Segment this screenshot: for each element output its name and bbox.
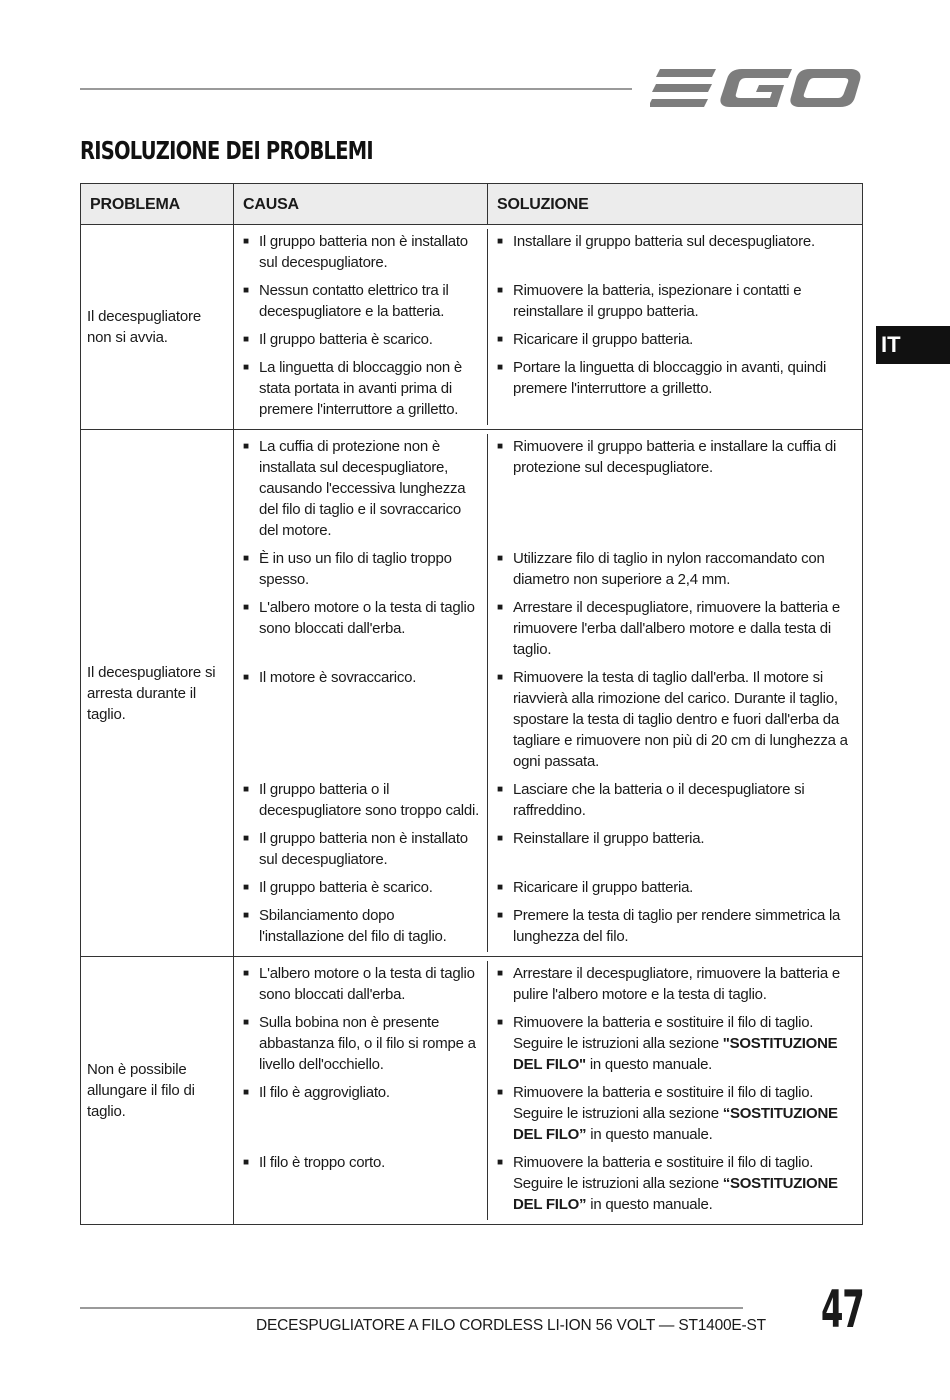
table-row [234, 229, 862, 278]
problem-group [81, 225, 862, 430]
cause-text: Il gruppo batteria è scarico. [259, 879, 433, 896]
problem-cell: Il decespugliatore si arresta durante il taglio. [81, 430, 234, 956]
cause-text: Il filo è troppo corto. [259, 1154, 385, 1171]
header-rule [80, 88, 632, 90]
table-row [234, 1010, 862, 1080]
cause-text: L'albero motore o la testa di taglio sono bloccati dall'erba. [259, 599, 475, 637]
footer-text: DECESPUGLIATORE A FILO CORDLESS LI-ION 56 VOLT — ST1400E-ST [256, 1317, 766, 1334]
solution-text: Portare la linguetta di bloccaggio in avanti, quindi premere l'interruttore a grilletto. [513, 359, 827, 397]
problem-group [81, 430, 862, 957]
solution-text: Arrestare il decespugliatore, rimuovere la batteria e pulire l'albero motore e la testa di taglio. [513, 965, 840, 1003]
table-row [234, 903, 862, 952]
table-row [234, 875, 862, 903]
solution-text: Arrestare il decespugliatore, rimuovere la batteria e rimuovere l'erba dall'albero motore e dalla testa di taglio. [513, 599, 840, 658]
solution-text: Rimuovere la batteria, ispezionare i contatti e reinstallare il gruppo batteria. [513, 282, 802, 320]
cause-text: Il gruppo batteria non è installato sul decespugliatore. [259, 233, 468, 271]
problem-cell: Il decespugliatore non si avvia. [81, 225, 234, 429]
bullet-icon: ■ [497, 672, 503, 683]
table-row [234, 595, 862, 665]
solution-text: Rimuovere la testa di taglio dall'erba. Il motore si riavvierà alla rimozione del carico. Durante il taglio, spostare la testa di taglio dentro e fuori dall'erba da tagliare e rimuovere non più di 20 cm di lunghezza a ogni passata. [513, 669, 848, 770]
problem-cell: Non è possibile allungare il filo di taglio. [81, 957, 234, 1224]
bullet-icon: ■ [243, 441, 249, 452]
ego-logo [650, 64, 862, 112]
bullet-icon: ■ [243, 910, 249, 921]
table-row [234, 961, 862, 1010]
bullet-icon: ■ [497, 910, 503, 921]
bullet-icon: ■ [243, 833, 249, 844]
header-cause: CAUSA [234, 184, 488, 224]
cause-text: La cuffia di protezione non è installata sul decespugliatore, causando l'eccessiva lunghezza del filo di taglio e il sovraccarico del motore. [259, 438, 466, 539]
table-row [234, 826, 862, 875]
solution-text: Rimuovere il gruppo batteria e installare la cuffia di protezione sul decespugliatore. [513, 438, 837, 476]
bullet-icon: ■ [243, 362, 249, 373]
solution-text: Rimuovere la batteria e sostituire il filo di taglio. Seguire le istruzioni alla sezione "SOSTITUZIONE DEL FILO" in questo manuale. [513, 1014, 838, 1073]
bullet-icon: ■ [243, 236, 249, 247]
bullet-icon: ■ [497, 441, 503, 452]
cause-text: Sulla bobina non è presente abbastanza filo, o il filo si rompe a livello dell'occhiello. [259, 1014, 476, 1073]
solution-text: Reinstallare il gruppo batteria. [513, 830, 705, 847]
bullet-icon: ■ [243, 1157, 249, 1168]
table-row [234, 546, 862, 595]
table-row [234, 665, 862, 777]
bullet-icon: ■ [497, 334, 503, 345]
table-row [234, 355, 862, 425]
bullet-icon: ■ [497, 362, 503, 373]
cause-text: L'albero motore o la testa di taglio sono bloccati dall'erba. [259, 965, 475, 1003]
cause-text: Nessun contatto elettrico tra il decespugliatore e la batteria. [259, 282, 449, 320]
table-row [234, 777, 862, 826]
cause-text: È in uso un filo di taglio troppo spesso. [259, 550, 452, 588]
cause-text: Il gruppo batteria è scarico. [259, 331, 433, 348]
bullet-icon: ■ [243, 1017, 249, 1028]
table-header-row [81, 184, 862, 225]
solution-text: Ricaricare il gruppo batteria. [513, 879, 694, 896]
cause-text: La linguetta di bloccaggio non è stata portata in avanti prima di premere l'interruttore a grilletto. [259, 359, 462, 418]
page-number: 47 [821, 1280, 864, 1340]
bullet-icon: ■ [243, 334, 249, 345]
solution-text: Rimuovere la batteria e sostituire il filo di taglio. Seguire le istruzioni alla sezione “SOSTITUZIONE DEL FILO” in questo manuale. [513, 1154, 838, 1213]
table-row [234, 1150, 862, 1220]
bullet-icon: ■ [497, 1157, 503, 1168]
bullet-icon: ■ [243, 285, 249, 296]
bullet-icon: ■ [497, 968, 503, 979]
bullet-icon: ■ [243, 602, 249, 613]
bullet-icon: ■ [243, 882, 249, 893]
solution-text: Premere la testa di taglio per rendere simmetrica la lunghezza del filo. [513, 907, 841, 945]
solution-text: Ricaricare il gruppo batteria. [513, 331, 694, 348]
problem-group [81, 957, 862, 1224]
bullet-icon: ■ [243, 784, 249, 795]
bullet-icon: ■ [497, 602, 503, 613]
solution-text: Utilizzare filo di taglio in nylon raccomandato con diametro non superiore a 2,4 mm. [513, 550, 825, 588]
cause-text: Il gruppo batteria non è installato sul decespugliatore. [259, 830, 468, 868]
bullet-icon: ■ [497, 553, 503, 564]
cause-text: Il gruppo batteria o il decespugliatore sono troppo caldi. [259, 781, 479, 819]
language-tab: IT [876, 326, 950, 364]
header-problem: PROBLEMA [81, 184, 234, 224]
troubleshooting-table [80, 183, 863, 1225]
bullet-icon: ■ [497, 1087, 503, 1098]
solution-text: Installare il gruppo batteria sul decespugliatore. [513, 233, 815, 250]
solution-text: Lasciare che la batteria o il decespugliatore si raffreddino. [513, 781, 805, 819]
page-title: RISOLUZIONE DEI PROBLEMI [80, 136, 373, 165]
bullet-icon: ■ [497, 236, 503, 247]
bullet-icon: ■ [243, 553, 249, 564]
table-row [234, 278, 862, 327]
header-solution: SOLUZIONE [497, 196, 589, 213]
bullet-icon: ■ [497, 285, 503, 296]
bullet-icon: ■ [497, 882, 503, 893]
bullet-icon: ■ [243, 672, 249, 683]
footer-rule [80, 1307, 743, 1309]
cause-text: Sbilanciamento dopo l'installazione del filo di taglio. [259, 907, 447, 945]
table-row [234, 327, 862, 355]
table-row [234, 434, 862, 546]
bullet-icon: ■ [497, 833, 503, 844]
bullet-icon: ■ [497, 784, 503, 795]
bullet-icon: ■ [497, 1017, 503, 1028]
cause-text: Il filo è aggrovigliato. [259, 1084, 390, 1101]
bullet-icon: ■ [243, 1087, 249, 1098]
table-row [234, 1080, 862, 1150]
bullet-icon: ■ [243, 968, 249, 979]
cause-text: Il motore è sovraccarico. [259, 669, 417, 686]
solution-text: Rimuovere la batteria e sostituire il filo di taglio. Seguire le istruzioni alla sezione “SOSTITUZIONE DEL FILO” in questo manuale. [513, 1084, 838, 1143]
